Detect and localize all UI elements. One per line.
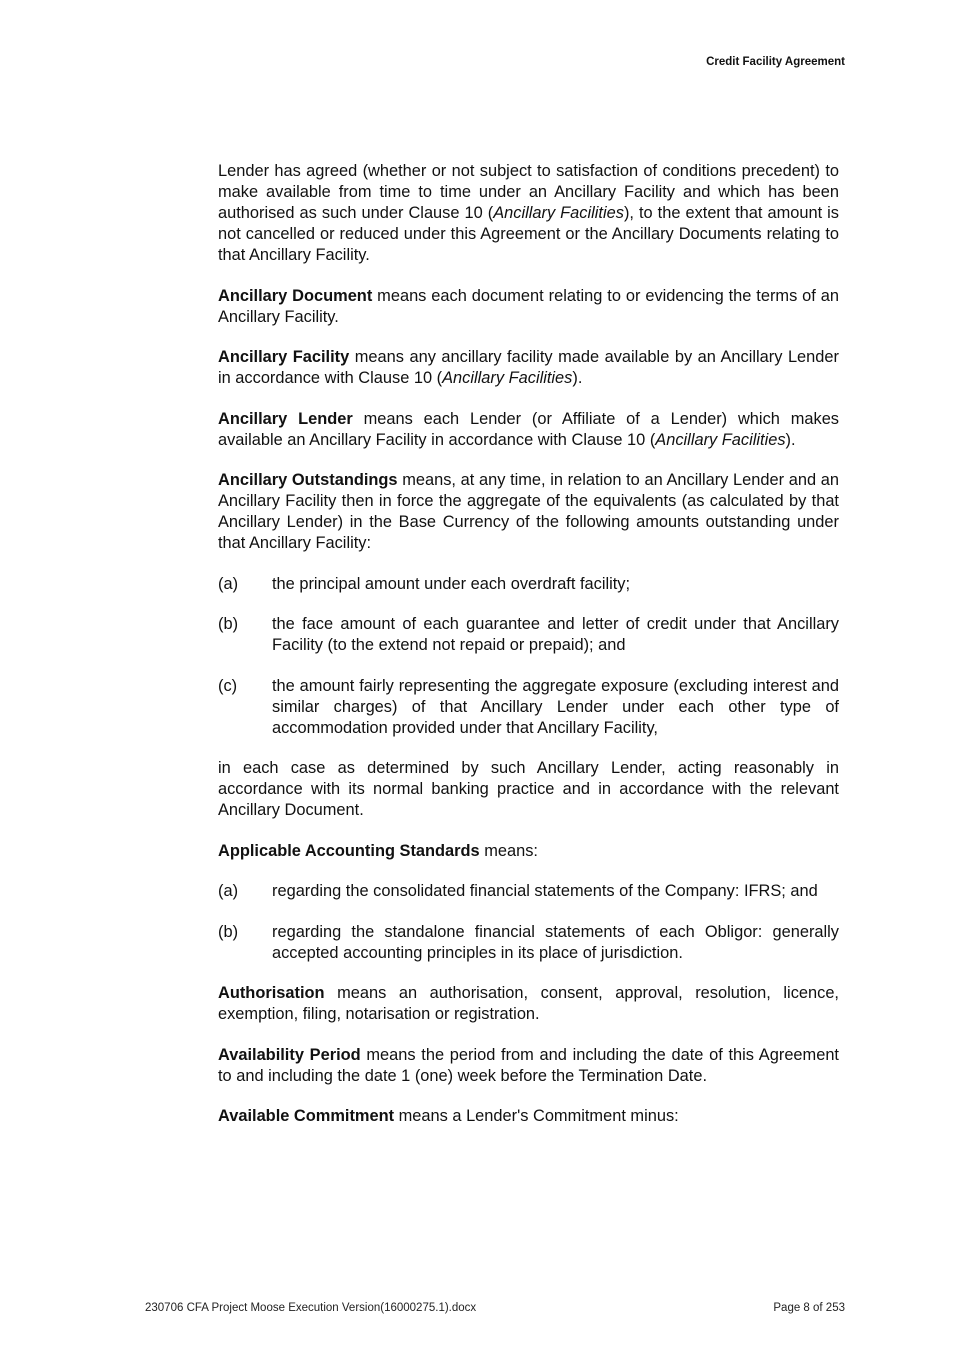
definition-available-commitment	[218, 1106, 839, 1127]
defined-term: Ancillary Lender	[218, 409, 353, 428]
definition-availability-period	[218, 1045, 839, 1087]
list-item	[218, 574, 839, 595]
footer-filename: 230706 CFA Project Moose Execution Version(16000275.1).docx	[145, 1302, 477, 1314]
intro-text: Lender has agreed (whether or not subject to satisfaction of conditions precedent) to make available from time to time under an Ancillary Facility and which has been authorised as such under Clause 10 (	[218, 162, 839, 222]
definition-ancillary-outstandings	[218, 470, 839, 554]
defined-term: Available Commitment	[218, 1107, 395, 1125]
definition-italic: Ancillary Facilities	[442, 369, 573, 387]
defined-term: Ancillary Outstandings	[218, 471, 398, 489]
definition-text: means each Lender (or Affiliate of a Lender) which makes available an Ancillary Facility in accordance with Clause 10 (	[218, 409, 840, 449]
intro-text-end: ), to the extent that amount is not cancelled or reduced under this Agreement or the Ancillary Documents relating to that Ancillary Facility.	[218, 204, 839, 264]
definition-text: means each document relating to or evidencing the terms of an Ancillary Facility.	[218, 286, 839, 326]
item-text: the principal amount under each overdraft facility;	[272, 574, 631, 593]
list-item	[218, 881, 839, 902]
list-item	[218, 676, 839, 739]
item-text: the face amount of each guarantee and letter of credit under that Ancillary Facility (to the extend not repaid or prepaid); and	[272, 615, 839, 654]
definition-ancillary-lender	[218, 409, 839, 451]
definition-text: means, at any time, in relation to an Ancillary Lender and an Ancillary Facility then in force the aggregate of the equivalents (as calculated by that Ancillary Lender) in the Base Currency of the following amounts outstanding under that Ancillary Facility:	[218, 471, 840, 552]
definition-text: means the period from and including the date of this Agreement to and including the date 1 (one) week before the Termination Date.	[218, 1045, 839, 1085]
item-text: regarding the standalone financial statements of each Obligor: generally accepted accounting principles in its place of jurisdiction.	[272, 922, 839, 962]
definition-text: means an authorisation, consent, approval, resolution, licence, exemption, filing, notarisation or registration.	[218, 984, 839, 1023]
defined-term: Authorisation	[218, 984, 325, 1002]
definition-text-end: ).	[572, 369, 583, 387]
outstandings-tail: in each case as determined by such Ancillary Lender, acting reasonably in accordance with its normal banking practice and in accordance with the relevant Ancillary Document.	[218, 759, 839, 819]
item-label: (c)	[218, 676, 238, 695]
list-item	[218, 922, 839, 964]
intro-paragraph	[218, 161, 839, 266]
running-header: Credit Facility Agreement	[706, 56, 845, 68]
page-footer	[145, 1302, 845, 1314]
footer-page-number: Page 8 of 253	[773, 1302, 845, 1314]
document-body	[218, 161, 839, 1147]
intro-italic: Ancillary Facilities	[493, 204, 624, 222]
definition-italic: Ancillary Facilities	[655, 430, 786, 449]
item-label: (a)	[218, 882, 239, 900]
defined-term: Availability Period	[218, 1045, 361, 1064]
definition-text-end: ).	[785, 430, 796, 449]
item-text: the amount fairly representing the aggregate exposure (excluding interest and similar charges) of that Ancillary Lender under each other type of accommodation provided under that Ancillary Facility,	[272, 676, 839, 737]
definition-applicable-accounting-standards	[218, 841, 839, 862]
definition-ancillary-document	[218, 286, 839, 328]
definition-text: means a Lender's Commitment minus:	[394, 1107, 679, 1125]
definition-text: means:	[479, 841, 538, 860]
defined-term: Ancillary Document	[218, 286, 373, 305]
definition-authorisation	[218, 983, 839, 1025]
list-item	[218, 614, 839, 656]
definition-ancillary-facility	[218, 347, 839, 389]
item-label: (a)	[218, 574, 239, 593]
item-label: (b)	[218, 615, 239, 633]
item-text: regarding the consolidated financial statements of the Company: IFRS; and	[272, 882, 818, 900]
item-label: (b)	[218, 922, 239, 941]
defined-term: Ancillary Facility	[218, 348, 350, 366]
defined-term: Applicable Accounting Standards	[218, 841, 480, 860]
definition-text: means any ancillary facility made available by an Ancillary Lender in accordance with Clause 10 (	[218, 348, 839, 387]
